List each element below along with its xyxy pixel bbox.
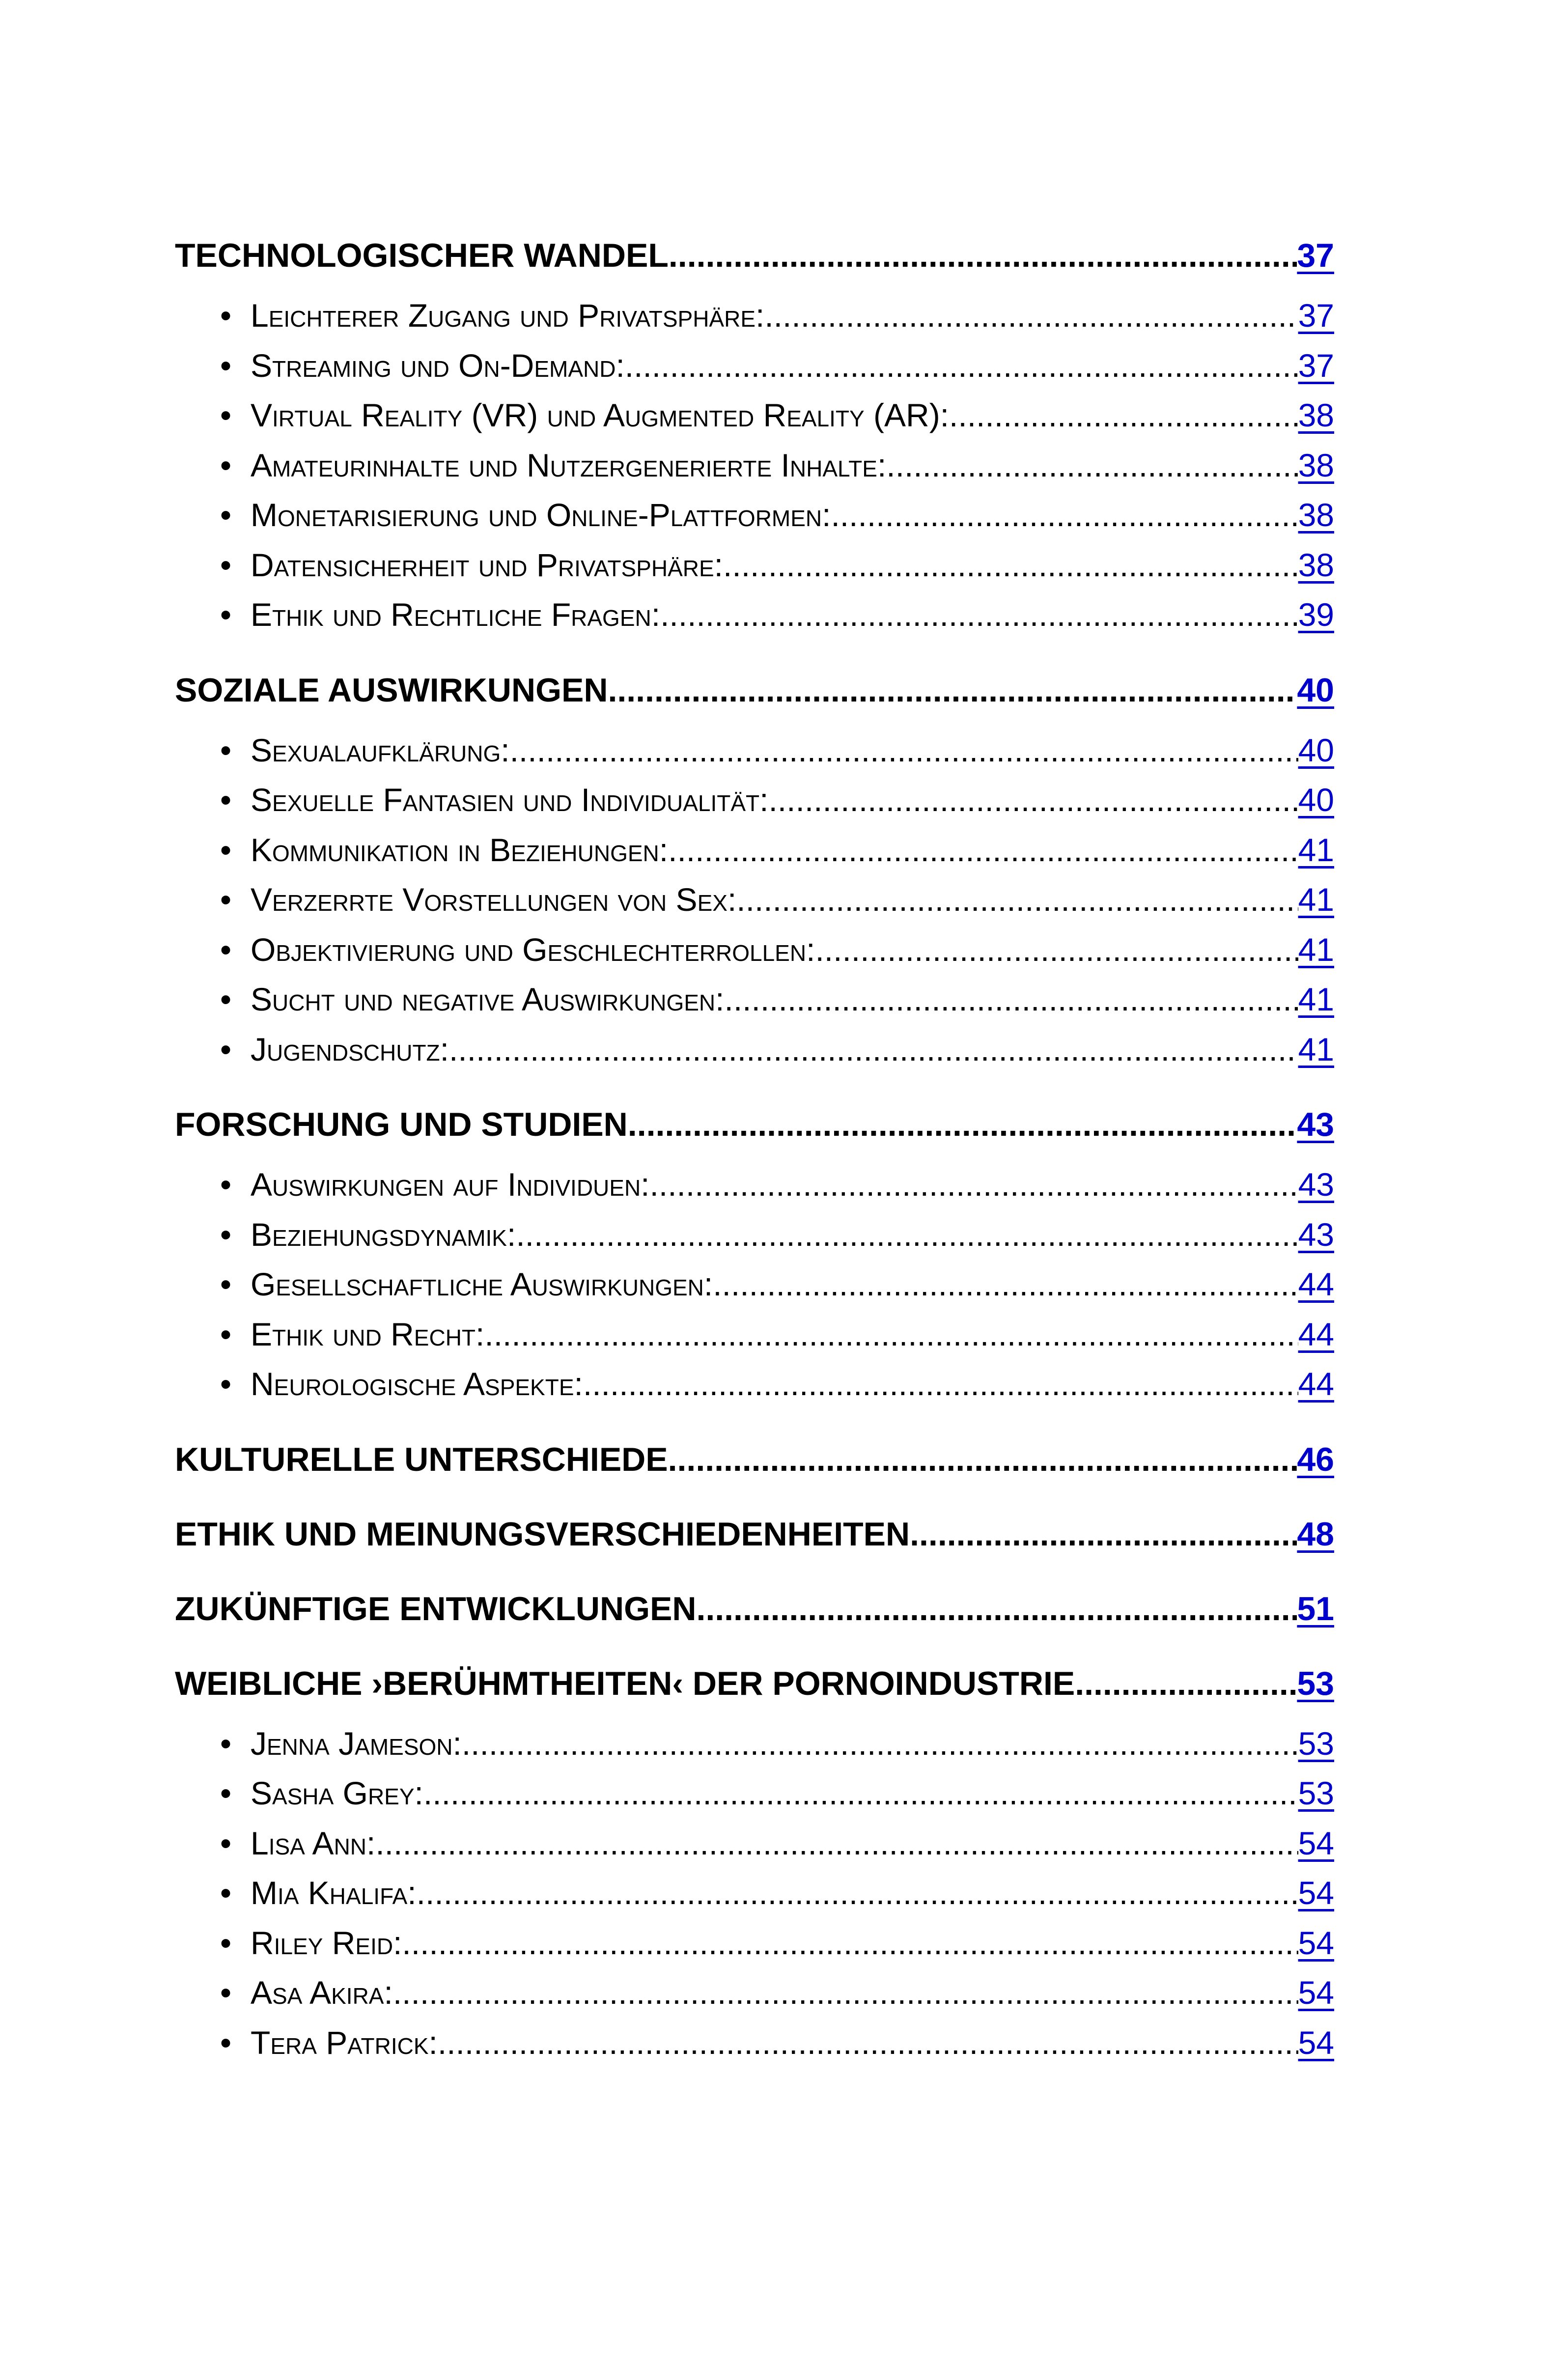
toc-subsection-title: Ethik und Rechtliche Fragen: [251, 596, 661, 633]
toc-subsection-entry[interactable] [175, 726, 1334, 776]
toc-subsection-title: Ethik und Recht: [251, 1316, 485, 1352]
bullet-icon: • [220, 1974, 232, 2011]
dot-leader [438, 2018, 1298, 2068]
toc-subsection-title-wrapper [220, 1918, 402, 1968]
bullet-icon: • [220, 1875, 232, 1911]
toc-subsection-title-wrapper [220, 391, 949, 441]
bullet-icon: • [220, 497, 232, 533]
toc-subsection-entry[interactable] [175, 540, 1334, 590]
toc-subsection-title-wrapper [220, 1768, 423, 1819]
toc-subsection-title-wrapper [220, 825, 668, 875]
toc-section-title: WEIBLICHE ›BERÜHMTHEITEN‹ DER PORNOINDUSTRIE [175, 1664, 1075, 1702]
toc-subsection-entry[interactable] [175, 1719, 1334, 1769]
toc-page-link[interactable]: 38 [1298, 447, 1334, 483]
dot-leader [650, 1160, 1298, 1210]
toc-subsection-title-wrapper [220, 1160, 650, 1210]
toc-page-link[interactable]: 54 [1298, 1924, 1334, 1961]
bullet-icon: • [220, 1825, 232, 1861]
toc-page-link[interactable]: 44 [1298, 1366, 1334, 1402]
toc-subsection-title: Sucht und negative Auswirkungen: [251, 981, 725, 1017]
toc-subsection-entry[interactable] [175, 1819, 1334, 1869]
toc-subsection-title: Kommunikation in Beziehungen: [251, 831, 669, 868]
toc-subsection-entry[interactable] [175, 1210, 1334, 1260]
toc-section-entry[interactable] [175, 231, 1334, 280]
toc-page-link[interactable]: 43 [1298, 1216, 1334, 1253]
toc-subsection-title: Sasha Grey: [251, 1775, 423, 1811]
dot-leader [815, 925, 1298, 975]
toc-page-link[interactable]: 41 [1298, 931, 1334, 968]
bullet-icon: • [220, 1924, 232, 1961]
dot-leader [668, 825, 1298, 875]
toc-subsection-entry[interactable] [175, 975, 1334, 1025]
toc-subsection-title-wrapper [220, 875, 736, 925]
toc-section-entry[interactable] [175, 1659, 1334, 1708]
toc-subsection-title-wrapper [220, 441, 886, 491]
toc-subsection-title: Gesellschaftliche Auswirkungen: [251, 1266, 713, 1302]
dot-leader [660, 590, 1298, 640]
dot-leader [510, 726, 1298, 776]
toc-subsection-title-wrapper [220, 490, 831, 540]
toc-subsection-title: Riley Reid: [251, 1924, 402, 1961]
toc-subsection-entry[interactable] [175, 2018, 1334, 2068]
toc-subsection-entry[interactable] [175, 1918, 1334, 1968]
toc-subsection-title: Objektivierung und Geschlechterrollen: [251, 931, 815, 968]
toc-subsection-title-wrapper [220, 590, 660, 640]
toc-section-title: SOZIALE AUSWIRKUNGEN [175, 671, 608, 709]
bullet-icon: • [220, 1166, 232, 1203]
toc-subsection-title: Beziehungsdynamik: [251, 1216, 516, 1253]
toc-subsection-entry[interactable] [175, 1025, 1334, 1075]
dot-leader [1075, 1659, 1297, 1708]
bullet-icon: • [220, 297, 232, 334]
bullet-icon: • [220, 1366, 232, 1402]
toc-page-link[interactable]: 54 [1298, 2024, 1334, 2061]
dot-leader [449, 1025, 1298, 1075]
toc-subsection-title: Datensicherheit und Privatsphäre: [251, 546, 724, 583]
toc-subsection-entry[interactable] [175, 1868, 1334, 1918]
toc-subsection-title-wrapper [220, 1819, 375, 1869]
toc-section-entry[interactable] [175, 1100, 1334, 1149]
toc-subsection-title: Tera Patrick: [251, 2024, 438, 2061]
bullet-icon: • [220, 1775, 232, 1811]
dot-leader [462, 1719, 1298, 1769]
toc-subsection-entry[interactable] [175, 291, 1334, 341]
dot-leader [696, 1584, 1297, 1633]
toc-subsection-title-wrapper [220, 975, 724, 1025]
toc-section-entry[interactable] [175, 1510, 1334, 1559]
toc-page-link[interactable]: 40 [1297, 671, 1334, 709]
bullet-icon: • [220, 881, 232, 918]
toc-page-link[interactable]: 43 [1297, 1106, 1334, 1143]
toc-subsection-title-wrapper [220, 1025, 449, 1075]
toc-subsection-entry[interactable] [175, 341, 1334, 391]
toc-subsection-title: Mia Khalifa: [251, 1875, 417, 1911]
bullet-icon: • [220, 1031, 232, 1067]
toc-subsection-title: Asa Akira: [251, 1974, 393, 2011]
dot-leader [516, 1210, 1298, 1260]
dot-leader [736, 875, 1298, 925]
bullet-icon: • [220, 731, 232, 768]
toc-page-link[interactable]: 38 [1298, 546, 1334, 583]
toc-section-entry[interactable] [175, 1584, 1334, 1633]
dot-leader [768, 775, 1298, 825]
toc-subsection-title-wrapper [220, 726, 510, 776]
toc-subsection-title: Sexualaufklärung: [251, 731, 510, 768]
toc-subsection-title: Sexuelle Fantasien und Individualität: [251, 782, 769, 818]
toc-section-title: ZUKÜNFTIGE ENTWICKLUNGEN [175, 1590, 697, 1628]
toc-subsection-title: Leichterer Zugang und Privatsphäre: [251, 297, 765, 334]
toc-subsection-title-wrapper [220, 540, 723, 590]
toc-subsection-entry[interactable] [175, 1359, 1334, 1409]
toc-subsection-title: Verzerrte Vorstellungen von Sex: [251, 881, 737, 918]
toc-subsection-entry[interactable] [175, 590, 1334, 640]
toc-subsection-entry[interactable] [175, 441, 1334, 491]
bullet-icon: • [220, 546, 232, 583]
toc-subsection-title: Jenna Jameson: [251, 1725, 462, 1762]
toc-subsection-entry[interactable] [175, 925, 1334, 975]
dot-leader [393, 1968, 1298, 2018]
toc-subsection-title-wrapper [220, 1210, 516, 1260]
dot-leader [583, 1359, 1298, 1409]
bullet-icon: • [220, 397, 232, 433]
toc-page-link[interactable]: 41 [1298, 831, 1334, 868]
dot-leader [910, 1510, 1297, 1559]
toc-page-link[interactable]: 54 [1298, 1825, 1334, 1861]
bullet-icon: • [220, 1216, 232, 1253]
toc-subsection-title-wrapper [220, 1868, 417, 1918]
toc-page-link[interactable]: 46 [1297, 1440, 1334, 1478]
toc-subsection-entry[interactable] [175, 1160, 1334, 1210]
dot-leader [417, 1868, 1298, 1918]
toc-subsection-title-wrapper [220, 925, 815, 975]
toc-page-link[interactable]: 44 [1298, 1316, 1334, 1352]
toc-subsection-title: Lisa Ann: [251, 1825, 376, 1861]
toc-subsection-title-wrapper [220, 1359, 583, 1409]
bullet-icon: • [220, 1316, 232, 1352]
toc-subsection-entry[interactable] [175, 490, 1334, 540]
toc-page-link[interactable]: 37 [1298, 297, 1334, 334]
toc-subsection-title-wrapper [220, 341, 625, 391]
toc-page-link[interactable]: 48 [1297, 1515, 1334, 1553]
toc-subsection-title: Streaming und On-Demand: [251, 347, 625, 384]
bullet-icon: • [220, 1725, 232, 1762]
toc-subsection-title-wrapper [220, 1260, 713, 1310]
dot-leader [724, 975, 1298, 1025]
toc-page-link[interactable]: 40 [1298, 782, 1334, 818]
toc-page-link[interactable]: 51 [1297, 1590, 1334, 1628]
toc-page-link[interactable]: 41 [1298, 981, 1334, 1017]
toc-page-link[interactable]: 43 [1298, 1166, 1334, 1203]
bullet-icon: • [220, 596, 232, 633]
dot-leader [764, 291, 1298, 341]
dot-leader [402, 1918, 1298, 1968]
dot-leader [831, 490, 1298, 540]
toc-subsection-title: Monetarisierung und Online-Plattformen: [251, 497, 831, 533]
dot-leader [628, 1100, 1297, 1149]
toc-page-link[interactable]: 41 [1298, 1031, 1334, 1067]
toc-page-link[interactable]: 37 [1297, 237, 1334, 274]
toc-subsection-title-wrapper [220, 1719, 462, 1769]
toc-section-entry[interactable] [175, 666, 1334, 715]
toc-page-link[interactable]: 41 [1298, 881, 1334, 918]
toc-subsection-title-wrapper [220, 775, 768, 825]
bullet-icon: • [220, 447, 232, 483]
dot-leader [625, 341, 1298, 391]
bullet-icon: • [220, 782, 232, 818]
toc-subsection-entry[interactable] [175, 1310, 1334, 1360]
dot-leader [608, 666, 1297, 715]
toc-section-title: TECHNOLOGISCHER WANDEL [175, 237, 669, 274]
bullet-icon: • [220, 981, 232, 1017]
toc-page-link[interactable]: 39 [1298, 596, 1334, 633]
toc-subsection-title: Neurologische Aspekte: [251, 1366, 583, 1402]
bullet-icon: • [220, 2024, 232, 2061]
dot-leader [484, 1310, 1298, 1360]
dot-leader [669, 231, 1297, 280]
toc-page-link[interactable]: 53 [1298, 1725, 1334, 1762]
bullet-icon: • [220, 347, 232, 384]
toc-section-title: ETHIK UND MEINUNGSVERSCHIEDENHEITEN [175, 1515, 910, 1553]
bullet-icon: • [220, 931, 232, 968]
dot-leader [375, 1819, 1298, 1869]
toc-section-entry[interactable] [175, 1435, 1334, 1484]
toc-subsection-entry[interactable] [175, 1968, 1334, 2018]
toc-section-title: KULTURELLE UNTERSCHIEDE [175, 1440, 668, 1478]
bullet-icon: • [220, 831, 232, 868]
toc-page-link[interactable]: 53 [1298, 1775, 1334, 1811]
toc-subsection-title-wrapper [220, 291, 764, 341]
dot-leader [668, 1435, 1297, 1484]
toc-subsection-entry[interactable] [175, 875, 1334, 925]
dot-leader [723, 540, 1298, 590]
toc-subsection-entry[interactable] [175, 391, 1334, 441]
toc-subsection-title: Jugendschutz: [251, 1031, 449, 1067]
toc-page-link[interactable]: 40 [1298, 731, 1334, 768]
toc-subsection-entry[interactable] [175, 1768, 1334, 1819]
toc-subsection-entry[interactable] [175, 825, 1334, 875]
dot-leader [949, 391, 1298, 441]
toc-section-title: FORSCHUNG UND STUDIEN [175, 1106, 628, 1143]
toc-page-link[interactable]: 54 [1298, 1875, 1334, 1911]
dot-leader [423, 1768, 1298, 1819]
toc-page-link[interactable]: 44 [1298, 1266, 1334, 1302]
toc-subsection-title-wrapper [220, 1310, 484, 1360]
toc-subsection-title-wrapper [220, 2018, 438, 2068]
toc-subsection-title-wrapper [220, 1968, 393, 2018]
toc-page-link[interactable]: 38 [1298, 497, 1334, 533]
toc-subsection-entry[interactable] [175, 1260, 1334, 1310]
toc-page-link[interactable]: 38 [1298, 397, 1334, 433]
dot-leader [886, 441, 1298, 491]
toc-page-link[interactable]: 54 [1298, 1974, 1334, 2011]
toc-subsection-title: Auswirkungen auf Individuen: [251, 1166, 650, 1203]
toc-page-link[interactable]: 37 [1298, 347, 1334, 384]
toc-page-link[interactable]: 53 [1297, 1664, 1334, 1702]
bullet-icon: • [220, 1266, 232, 1302]
toc-subsection-entry[interactable] [175, 775, 1334, 825]
toc-subsection-title: Amateurinhalte und Nutzergenerierte Inhalte: [251, 447, 887, 483]
table-of-contents [175, 231, 1334, 2068]
toc-subsection-title: Virtual Reality (VR) und Augmented Reality (AR): [251, 397, 950, 433]
dot-leader [713, 1260, 1298, 1310]
